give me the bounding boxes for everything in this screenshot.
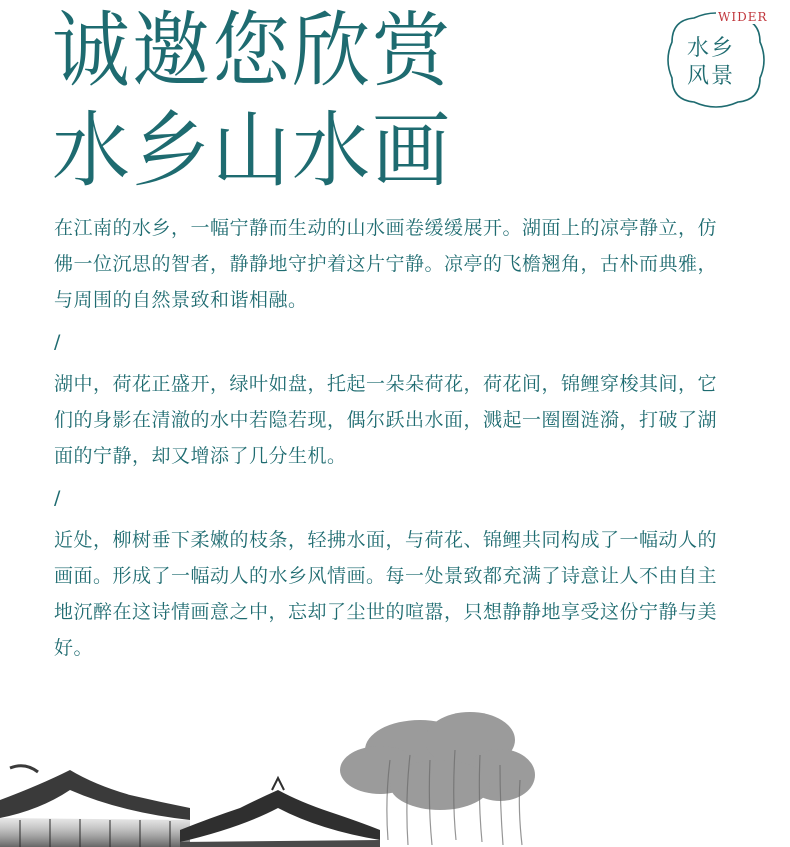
logo-seal xyxy=(664,10,768,110)
paragraph-3: 近处，柳树垂下柔嫩的枝条，轻拂水面，与荷花、锦鲤共同构成了一幅动人的画面。形成了一幅动人的水乡风情画。每一处景致都充满了诗意让人不由自主地沉醉在这诗情画意之中，忘却了尘世的喧嚣，只想静静地享受这份宁静与美好。 xyxy=(54,529,718,659)
pavilion-roof-icon xyxy=(0,766,190,847)
headline-line-1: 诚邀您欣赏 xyxy=(52,3,453,99)
separator-2: / xyxy=(54,487,61,509)
article-body xyxy=(54,210,734,666)
seal-text-line-1: 水乡 xyxy=(687,36,736,61)
ink-landscape-illustration xyxy=(0,690,790,847)
separator-1: / xyxy=(54,331,61,353)
paragraph-2: 湖中，荷花正盛开，绿叶如盘，托起一朵朵荷花，荷花间，锦鲤穿梭其间，它们的身影在清澈的水中若隐若现，偶尔跃出水面，溅起一圈圈涟漪，打破了湖面的宁静，却又增添了几分生机。 xyxy=(54,373,718,467)
seal-text-line-2: 风景 xyxy=(687,64,736,89)
headline-line-2: 水乡山水画 xyxy=(52,103,453,199)
paragraph-1: 在江南的水乡，一幅宁静而生动的山水画卷缓缓展开。湖面上的凉亭静立，仿佛一位沉思的智者，静静地守护着这片宁静。凉亭的飞檐翘角，古朴而典雅，与周围的自然景致和谐相融。 xyxy=(54,217,718,311)
pavilion-roof-right-icon xyxy=(180,778,380,847)
willow-tree-icon xyxy=(340,712,535,810)
seal-brand-text: WIDER xyxy=(718,10,768,24)
